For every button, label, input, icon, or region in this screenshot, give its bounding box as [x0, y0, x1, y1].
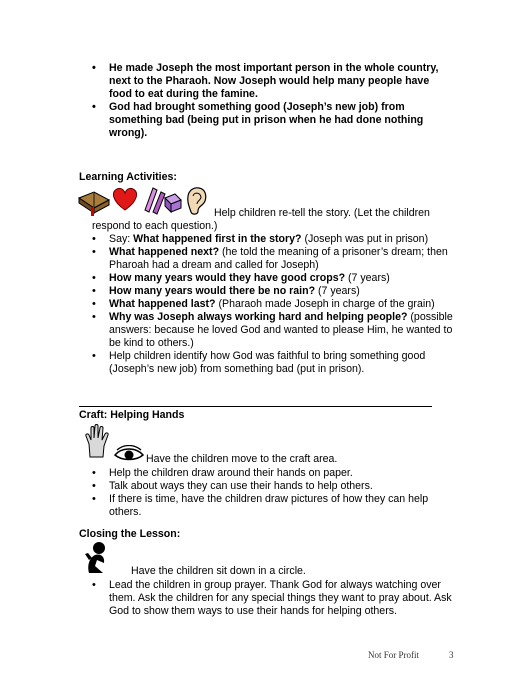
bullet-answer: (he told the meaning of a prisoner’s dream; then Pharoah had a dream and called for Joseph): [109, 246, 448, 271]
list-item: [92, 272, 454, 285]
craft-bullet-list: [92, 467, 454, 519]
craft-intro: Have the children move to the craft area.: [146, 453, 338, 465]
closing-intro: Have the children sit down in a circle.: [131, 565, 306, 577]
bullet-answer: (7 years): [345, 272, 390, 284]
list-item: [92, 233, 454, 246]
hand-icon: [84, 424, 110, 458]
bullet-text: Say:: [109, 233, 134, 245]
learning-intro-span: Help children re-tell the story. (Let the children respond to each question.): [92, 207, 430, 232]
bullet-text: He made Joseph the most important person in the whole country, next to the Pharaoh. Now Joseph would help many people have food to eat during the famine.: [109, 62, 439, 100]
closing-heading: Closing the Lesson:: [79, 528, 181, 540]
learning-bullet-list: [92, 233, 454, 376]
list-item: [92, 285, 454, 298]
craft-heading: Craft: Helping Hands: [79, 409, 185, 421]
bullet-text: God had brought something good (Joseph’s new job) from something bad (being put in prison when he had done nothing wrong).: [109, 101, 424, 139]
bullet-text: Lead the children in group prayer. Thank God for always watching over them. Ask the children for any special things they want to pray about. Ask God to show them ways to use their hands for helping others.: [109, 579, 452, 617]
footer-label: Not For Profit: [368, 650, 420, 660]
list-item: [92, 579, 454, 618]
learning-intro-text: [92, 207, 454, 233]
bullet-text: Talk about ways they can use their hands to help others.: [109, 480, 373, 492]
list-item: [92, 467, 454, 480]
bullet-question: Why was Joseph always working hard and helping people?: [109, 311, 408, 323]
learning-activities-heading: Learning Activities:: [79, 171, 177, 183]
bullet-question: How many years would there be no rain?: [109, 285, 316, 297]
list-item: [92, 350, 454, 376]
page-number: 3: [449, 650, 454, 660]
bullet-question: What happened last?: [109, 298, 216, 310]
page-footer: [368, 649, 468, 662]
bullet-question: What happened first in the story?: [133, 233, 302, 245]
list-item: [92, 101, 454, 140]
list-item: [92, 311, 454, 350]
bullet-answer: (possible answers: because he loved God and wanted to please Him, he wanted to be kind to others.): [109, 311, 453, 349]
list-item: [92, 480, 454, 493]
list-item: [92, 62, 454, 101]
praying-child-icon: [81, 540, 111, 574]
section-divider: [79, 406, 432, 407]
bullet-answer: (Joseph was put in prison): [301, 233, 429, 245]
list-item: [92, 298, 454, 311]
bullet-question: What happened next?: [109, 246, 220, 258]
bullet-answer: (7 years): [315, 285, 360, 297]
bullet-text: If there is time, have the children draw pictures of how they can help others.: [109, 493, 429, 518]
bullet-text: Help children identify how God was faithful to bring something good (Joseph’s new job) from something bad (put in prison).: [109, 350, 426, 375]
bullet-question: How many years would they have good crops?: [109, 272, 346, 284]
closing-bullet-list: [92, 579, 454, 618]
top-bullet-list: [92, 62, 454, 140]
bullet-answer: (Pharaoh made Joseph in charge of the grain): [215, 298, 435, 310]
list-item: [92, 493, 454, 519]
bullet-text: Help the children draw around their hands on paper.: [109, 467, 353, 479]
list-item: [92, 246, 454, 272]
eye-icon: [114, 445, 144, 463]
